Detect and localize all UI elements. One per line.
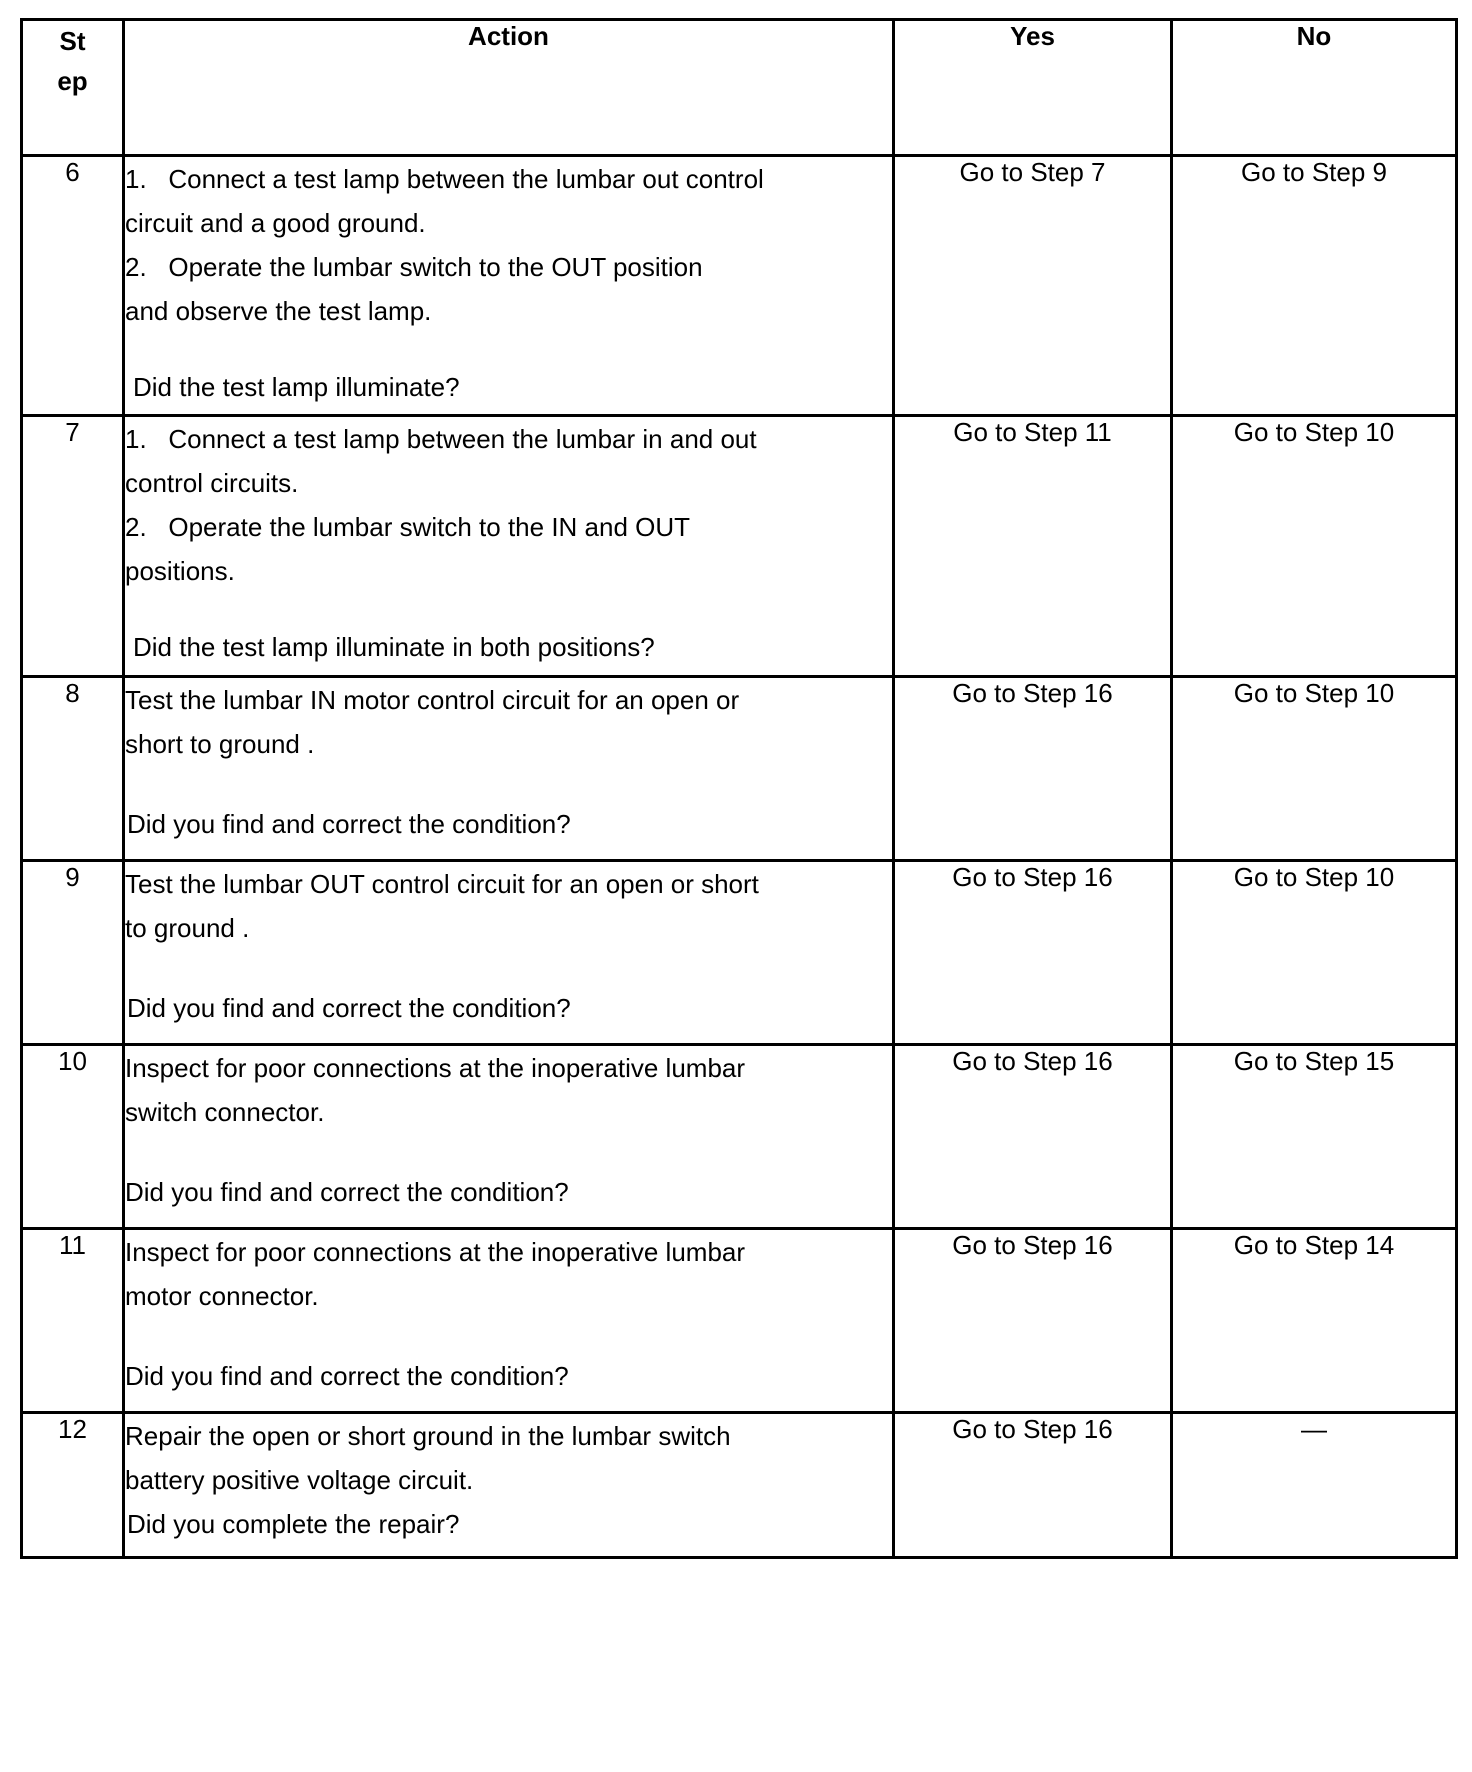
action-question: Did you find and correct the condition? [125,1177,569,1207]
header-no: No [1172,20,1457,156]
header-step-line2: ep [57,66,88,96]
header-step-line1: St [59,26,86,56]
no-cell: Go to Step 15 [1172,1045,1457,1229]
no-cell: Go to Step 10 [1172,861,1457,1045]
action-line: motor connector. [125,1281,319,1311]
action-cell [124,1045,894,1229]
yes-cell: Go to Step 16 [894,1045,1172,1229]
action-line: 1. Connect a test lamp between the lumbar out control [125,164,764,194]
action-cell [124,1229,894,1413]
step-number: 9 [22,861,124,1045]
action-line: and observe the test lamp. [125,296,432,326]
table-row [22,677,1457,861]
header-row [22,20,1457,156]
action-line: Repair the open or short ground in the lumbar switch [125,1421,731,1451]
no-cell: Go to Step 10 [1172,677,1457,861]
action-question: Did you complete the repair? [127,1509,460,1539]
action-line: Test the lumbar OUT control circuit for an open or short [125,869,759,899]
header-step [22,20,124,156]
action-line: 1. Connect a test lamp between the lumbar in and out [125,424,757,454]
table-row [22,1413,1457,1558]
action-question: Did the test lamp illuminate? [133,372,460,402]
action-cell [124,416,894,677]
action-line: to ground . [125,913,250,943]
no-cell: Go to Step 10 [1172,416,1457,677]
header-yes: Yes [894,20,1172,156]
action-cell [124,677,894,861]
action-cell [124,861,894,1045]
action-line: Inspect for poor connections at the inoperative lumbar [125,1053,746,1083]
action-line: Inspect for poor connections at the inoperative lumbar [125,1237,746,1267]
diagnostic-table [20,18,1458,1559]
action-cell [124,156,894,416]
yes-cell: Go to Step 16 [894,677,1172,861]
yes-cell: Go to Step 16 [894,861,1172,1045]
action-line: 2. Operate the lumbar switch to the OUT position [125,252,703,282]
step-number: 11 [22,1229,124,1413]
step-number: 12 [22,1413,124,1558]
action-question: Did the test lamp illuminate in both positions? [133,632,655,662]
no-cell: — [1172,1413,1457,1558]
step-number: 6 [22,156,124,416]
table-row [22,156,1457,416]
action-line: battery positive voltage circuit. [125,1465,474,1495]
action-line: switch connector. [125,1097,325,1127]
action-line: positions. [125,556,235,586]
step-number: 7 [22,416,124,677]
action-question: Did you find and correct the condition? [127,993,571,1023]
yes-cell: Go to Step 16 [894,1229,1172,1413]
action-line: control circuits. [125,468,299,498]
table-row [22,861,1457,1045]
action-question: Did you find and correct the condition? [125,1361,569,1391]
step-number: 8 [22,677,124,861]
table-row [22,416,1457,677]
yes-cell: Go to Step 7 [894,156,1172,416]
table-row [22,1229,1457,1413]
yes-cell: Go to Step 16 [894,1413,1172,1558]
step-number: 10 [22,1045,124,1229]
action-line: short to ground . [125,729,315,759]
no-cell: Go to Step 9 [1172,156,1457,416]
action-line: circuit and a good ground. [125,208,426,238]
no-cell: Go to Step 14 [1172,1229,1457,1413]
action-line: 2. Operate the lumbar switch to the IN and OUT [125,512,691,542]
action-cell [124,1413,894,1558]
header-action: Action [124,20,894,156]
yes-cell: Go to Step 11 [894,416,1172,677]
table-row [22,1045,1457,1229]
action-line: Test the lumbar IN motor control circuit for an open or [125,685,740,715]
action-question: Did you find and correct the condition? [127,809,571,839]
